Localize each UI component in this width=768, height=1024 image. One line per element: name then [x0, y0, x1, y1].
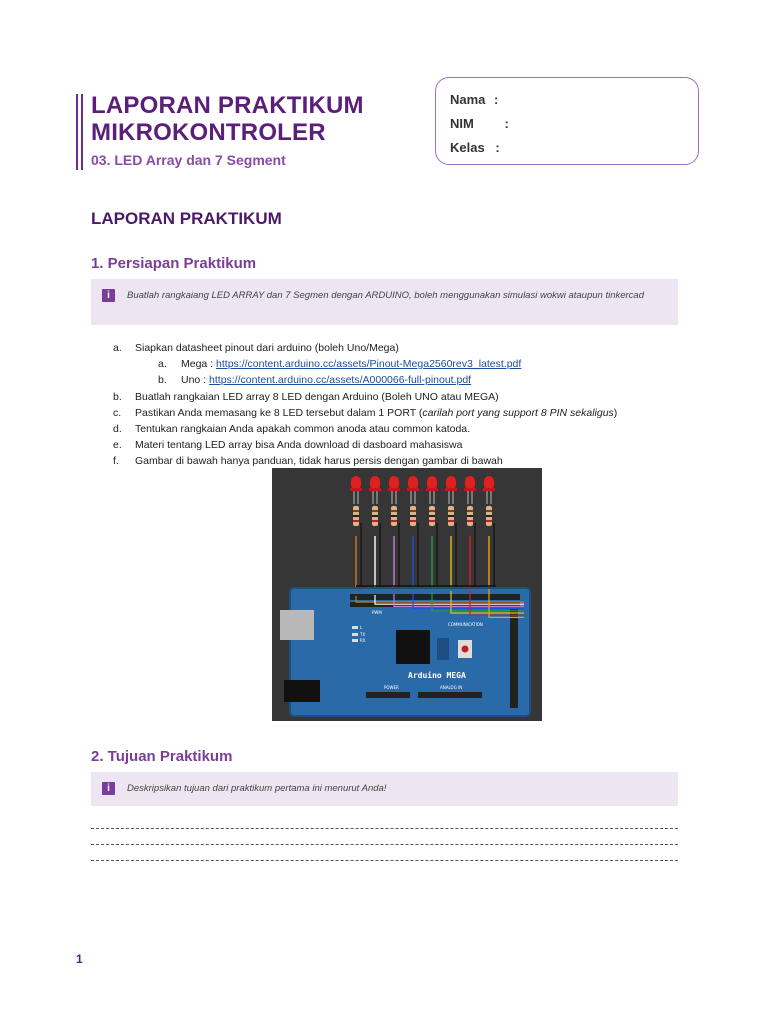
arduino-mega-board [280, 588, 530, 716]
nim-colon: : [504, 116, 509, 131]
resistor-band [391, 510, 397, 512]
title-line-1: LAPORAN PRAKTIKUM [91, 92, 364, 119]
led-rim [426, 488, 438, 491]
led-rim [369, 488, 381, 491]
led-rim [350, 488, 362, 491]
resistor-band [372, 515, 378, 517]
power-label: POWER [384, 685, 399, 690]
section1-info-box [91, 279, 678, 325]
resistor-band [448, 510, 454, 512]
arduino-led-array-figure [272, 468, 542, 721]
resistor-band [353, 510, 359, 512]
resistor-band [448, 520, 454, 522]
resistor-band [448, 515, 454, 517]
resistor-band [429, 515, 435, 517]
uno-pinout-link[interactable]: https://content.arduino.cc/assets/A000066-full-pinout.pdf [209, 374, 472, 387]
title-block [91, 92, 364, 168]
section1-info-text: Buatlah rangkaiang LED ARRAY dan 7 Segmen dengan ARDUINO, boleh menggunakan simulasi wokwi ataupun tinkercad [127, 290, 644, 301]
list-subitem: a. Mega : https://content.arduino.cc/assets/Pinout-Mega2560rev3_latest.pdf [158, 358, 522, 371]
list-item: e. Materi tentang LED array bisa Anda download di dasboard mahasiswa [113, 439, 463, 452]
resistor-band [486, 510, 492, 512]
resistor-band [429, 510, 435, 512]
pwm-label: PWM [372, 610, 382, 615]
section-heading: LAPORAN PRAKTIKUM [91, 209, 282, 228]
list-item: a. Siapkan datasheet pinout dari arduino (boleh Uno/Mega) [113, 342, 399, 354]
resistor-band [372, 520, 378, 522]
l-label: L [360, 625, 363, 630]
resistor-band [353, 515, 359, 517]
list-item: c. Pastikan Anda memasang ke 8 LED tersebut dalam 1 PORT (carilah port yang support 8 PIN sekaligus) [113, 406, 618, 419]
resistor-band [429, 520, 435, 522]
led [408, 476, 418, 490]
page-number: 1 [76, 952, 83, 966]
analog-header [418, 692, 482, 698]
resistor-band [391, 515, 397, 517]
usb-port [280, 610, 314, 640]
identity-box [435, 77, 699, 165]
list-item: b. Buatlah rangkaian LED array 8 LED dengan Arduino (Boleh UNO atau MEGA) [113, 390, 499, 403]
led-rim [388, 488, 400, 491]
led [446, 476, 456, 490]
led [465, 476, 475, 490]
section2-heading: 2. Tujuan Praktikum [91, 748, 233, 765]
subtitle: 03. LED Array dan 7 Segment [91, 152, 286, 168]
info-icon: i [102, 782, 115, 795]
kelas-row [450, 136, 698, 160]
answer-line [91, 860, 678, 861]
nama-colon: : [494, 92, 499, 107]
resistor-band [410, 515, 416, 517]
resistor-band [486, 515, 492, 517]
board-label: Arduino MEGA [408, 671, 466, 680]
nama-label: Nama [450, 92, 486, 107]
rx-label: RX [360, 638, 366, 643]
resistor-band [410, 510, 416, 512]
led [427, 476, 437, 490]
side-header [510, 608, 518, 708]
answer-line [91, 844, 678, 845]
resistor-band [410, 520, 416, 522]
answer-line [91, 828, 678, 829]
led [351, 476, 361, 490]
communication-label: COMMUNICATION [448, 622, 483, 627]
resistor-band [391, 520, 397, 522]
led [370, 476, 380, 490]
led-rim [464, 488, 476, 491]
resistor-band [467, 510, 473, 512]
title-accent-bar [76, 94, 83, 170]
list-item: d. Tentukan rangkaian Anda apakah common anoda atau common katoda. [113, 422, 471, 435]
led [389, 476, 399, 490]
section1-heading: 1. Persiapan Praktikum [91, 255, 257, 272]
resistor-band [486, 520, 492, 522]
led [484, 476, 494, 490]
nama-row [450, 88, 698, 112]
resistor-band [467, 515, 473, 517]
list-item: f. Gambar di bawah hanya panduan, tidak harus persis dengan gambar di bawah [113, 455, 503, 468]
section2-info-box [91, 772, 678, 806]
led-rim [407, 488, 419, 491]
title-line-2: MIKROKONTROLER [91, 119, 326, 146]
kelas-colon: : [495, 140, 500, 155]
led-rim [483, 488, 495, 491]
nim-row [450, 112, 698, 136]
list-subitem: b. Uno : https://content.arduino.cc/assets/A000066-full-pinout.pdf [158, 374, 472, 387]
info-icon: i [102, 289, 115, 302]
resistor-band [467, 520, 473, 522]
resistor-band [372, 510, 378, 512]
resistor-band [353, 520, 359, 522]
circuit-illustration [272, 468, 542, 721]
mega-pinout-link[interactable]: https://content.arduino.cc/assets/Pinout-Mega2560rev3_latest.pdf [216, 358, 522, 371]
led-rim [445, 488, 457, 491]
power-jack [284, 680, 320, 702]
power-header [366, 692, 410, 698]
nim-label: NIM [450, 116, 474, 131]
analog-label: ANALOG IN [440, 685, 463, 690]
tx-label: TX [360, 632, 366, 637]
kelas-label: Kelas [450, 140, 485, 155]
mcu-chip [396, 630, 430, 664]
section2-info-text: Deskripsikan tujuan dari praktikum pertama ini menurut Anda! [127, 783, 387, 794]
preparation-list [113, 340, 673, 470]
